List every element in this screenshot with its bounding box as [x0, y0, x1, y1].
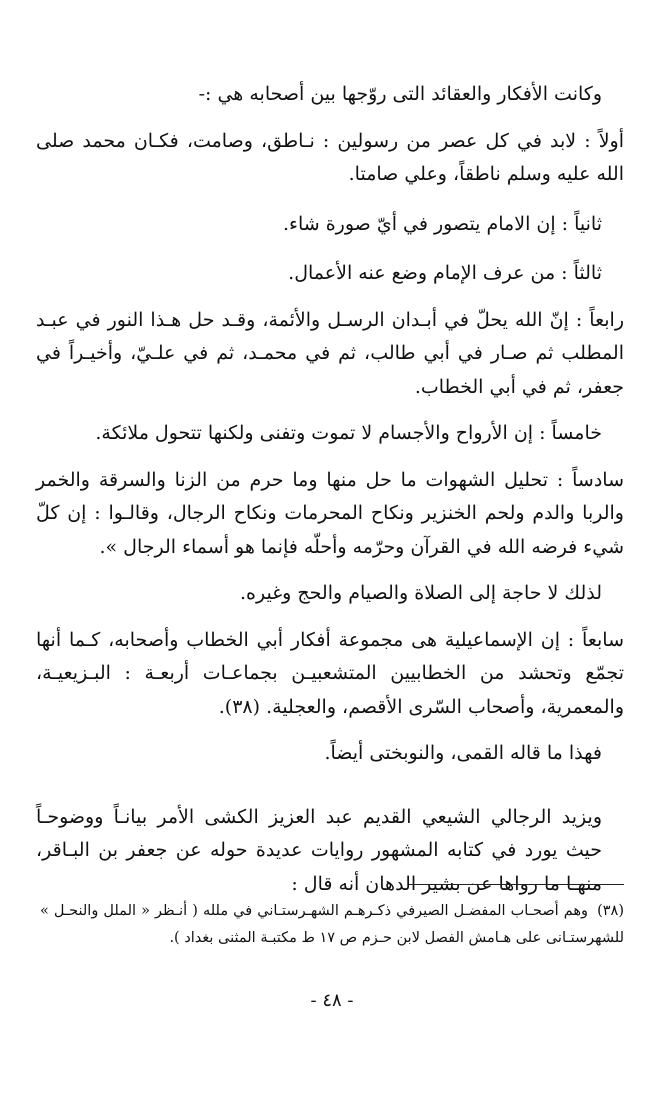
kashshi-paragraph: ويزيد الرجالي الشيعي القديم عبد العزيز الكشى الأمر بيانـاً ووضوحـاً حيث يورد في كتابه المشهور روايات عديدة حوله عن جعفر بن البـاقر، منهـا ما رواها عن بشير الدهان أنه قال :	[36, 805, 602, 895]
footnote-number: (٣٨)	[597, 903, 625, 919]
point-seventh-paragraph: سابعاً : إن الإسماعيلية هى مجموعة أفكار أبي الخطاب وأصحابه، كـما أنها تجمّع وتحشد من الخطابيين المتشعبيـن بجماعـات أربعـة : البـزيعيـة، والمعمرية، وأصحاب السّرى الأقصم، والعجلية. (٣٨).	[36, 628, 624, 718]
summary-paragraph: فهذا ما قاله القمى، والنوبختى أيضاً.	[324, 742, 602, 764]
point-fifth-paragraph: خامساً : إن الأرواح والأجسام لا تموت وتفنى ولكنها تتحول ملائكة.	[95, 422, 602, 444]
point-sixth-paragraph: سادساً : تحليل الشهوات ما حل منها وما حرم من الزنا والسرقة والخمر والربا والدم ولحم الخنزير ونكاح المحرمات ونكاح الرجال، وقالـوا : إن كلّ شيء فرضه الله في القرآن وحرّمه وأحلّه فإنما هو أسماء الرجال ».	[36, 468, 624, 558]
footnote-text: وهم أصحـاب المفضـل الصيرفي ذكـرهـم الشهـرستـاني في ملله ( أنـظر « الملل والنحـل » للشهرستـانى على هـامش الفصل لابن حـزم ص ١٧ ط مكتبـة المثنى بغداد ).	[40, 903, 624, 946]
main-text	[36, 78, 624, 901]
point-second-paragraph: ثانياً : إن الامام يتصور في أيّ صورة شاء.	[282, 212, 602, 235]
conclusion-paragraph: لذلك لا حاجة إلى الصلاة والصيام والحج وغيره.	[240, 582, 602, 604]
point-first-paragraph: أولاً : لابد في كل عصر من رسولين : نـاطق، وصامت، فكـان محمد صلى الله عليه وسلم ناطقاً، وعلي صامتا.	[36, 129, 624, 185]
point-fourth-paragraph: رابعاً : إنّ الله يحلّ في أبـدان الرسـل والأئمة، وقـد حل هـذا النور في عبـد المطلب ثم صـار في أبي طالب، ثم في محمـد، ثم في علـيّ، وأخيـراً في جعفر، ثم في أبي الخطاب.	[36, 308, 624, 398]
page-number: - ٤٨ -	[310, 990, 354, 1011]
point-third-paragraph: ثالثاً : من عرف الإمام وضع عنه الأعمال.	[288, 262, 602, 284]
footnote	[40, 898, 624, 952]
footnote-divider	[409, 884, 624, 885]
intro-paragraph: وكانت الأفكار والعقائد التى روّجها بين أصحابه هي :-	[198, 83, 602, 105]
